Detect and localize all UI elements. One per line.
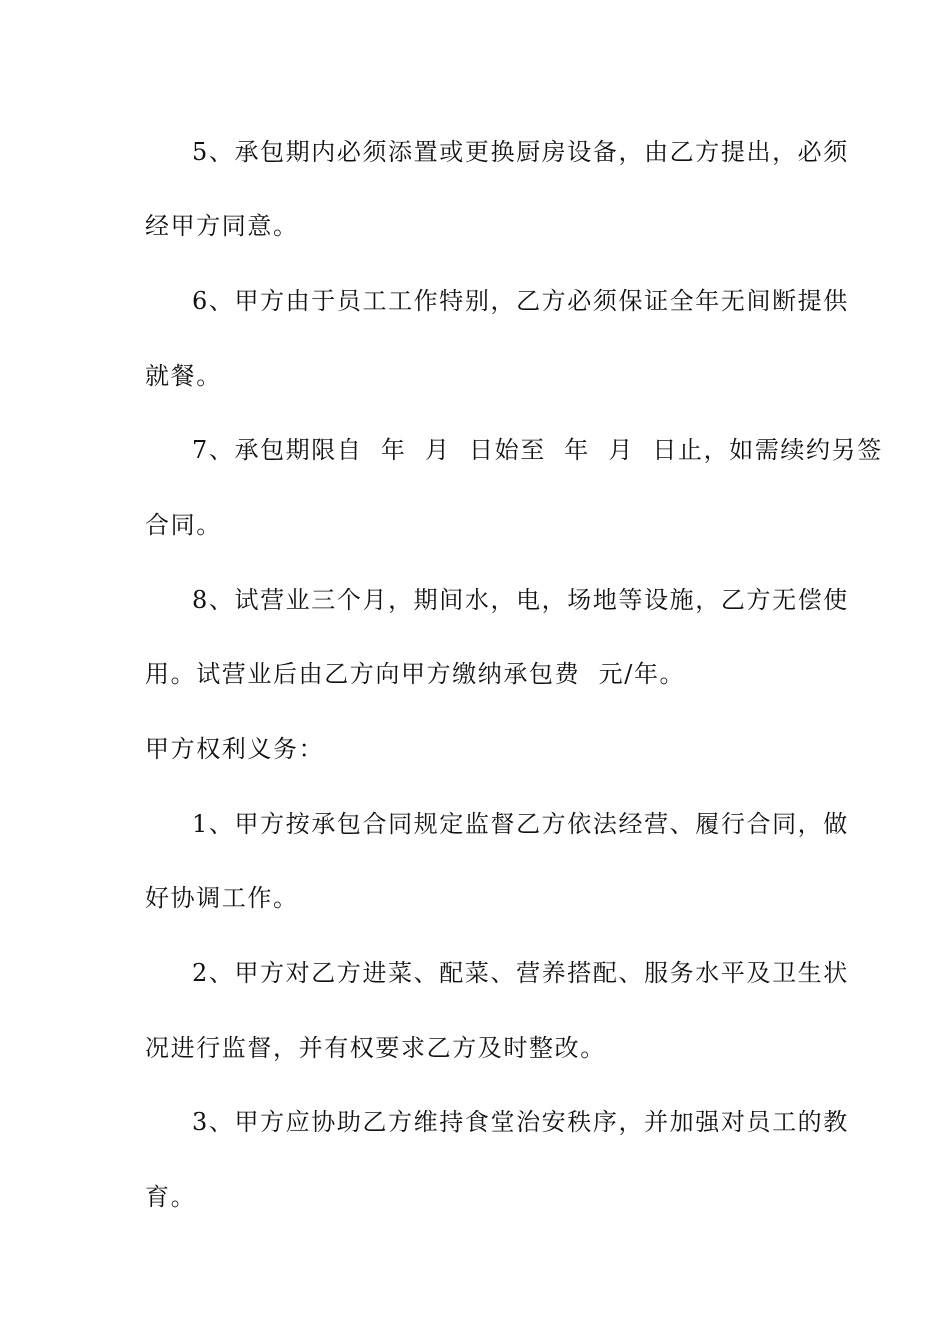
party-a-clause-1-line-2: 好协调工作。 bbox=[145, 884, 299, 912]
clause-5-line-2: 经甲方同意。 bbox=[145, 212, 299, 240]
party-a-clause-3-line-2: 育。 bbox=[145, 1183, 197, 1211]
clause-8-line-2: 用。试营业后由乙方向甲方缴纳承包费 元/年。 bbox=[145, 660, 686, 688]
party-a-clause-2-line-1: 2、甲方对乙方进菜、配菜、营养搭配、服务水平及卫生状 bbox=[192, 959, 849, 987]
clause-7-line-1: 7、承包期限自 年 月 日始至 年 月 日止，如需续约另签 bbox=[192, 436, 883, 464]
party-a-clause-3-line-1: 3、甲方应协助乙方维持食堂治安秩序，并加强对员工的教 bbox=[192, 1108, 849, 1136]
party-a-clause-1-line-1: 1、甲方按承包合同规定监督乙方依法经营、履行合同，做 bbox=[192, 810, 849, 838]
clause-6-line-2: 就餐。 bbox=[145, 362, 222, 390]
clause-6-line-1: 6、甲方由于员工工作特别，乙方必须保证全年无间断提供 bbox=[192, 287, 849, 315]
section-heading-party-a-rights: 甲方权利义务： bbox=[145, 735, 325, 763]
clause-5-line-1: 5、承包期内必须添置或更换厨房设备，由乙方提出，必须 bbox=[192, 138, 849, 166]
party-a-clause-2-line-2: 况进行监督，并有权要求乙方及时整改。 bbox=[145, 1034, 606, 1062]
clause-8-line-1: 8、试营业三个月，期间水，电，场地等设施，乙方无偿使 bbox=[192, 586, 849, 614]
clause-7-line-2: 合同。 bbox=[145, 511, 222, 539]
